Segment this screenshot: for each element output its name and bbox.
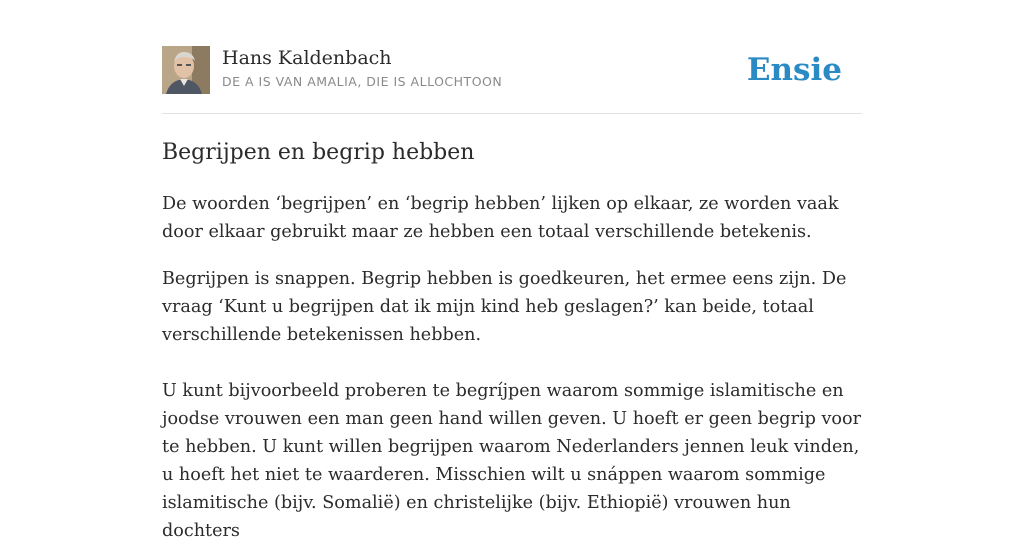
author-header <box>162 46 862 96</box>
author-subtitle: DE A IS VAN AMALIA, DIE IS ALLOCHTOON <box>222 74 503 89</box>
avatar[interactable] <box>162 46 210 94</box>
article-paragraph: De woorden ‘begrijpen’ en ‘begrip hebben’ lijken op elkaar, ze worden vaak door elkaar gebruikt maar ze hebben een totaal verschillende betekenis. <box>162 194 839 242</box>
article-title: Begrijpen en begrip hebben <box>162 140 475 165</box>
article-paragraph: U kunt bijvoorbeeld proberen te begríjpen waarom sommige islamitische en joodse vrouwen een man geen hand willen geven. U hoeft er geen begrip voor te hebben. U kunt willen begrijpen waarom Nederlanders jennen leuk vinden, u hoeft het niet te waarderen. Misschien wilt u snáppen waarom sommige islamitische (bijv. Somalië) en christelijke (bijv. Ethiopië) vrouwen hun dochters <box>162 381 861 541</box>
ensie-logo-link[interactable]: Ensie <box>746 52 842 88</box>
author-name[interactable]: Hans Kaldenbach <box>222 47 392 69</box>
header-divider <box>162 113 862 114</box>
article-paragraph: Begrijpen is snappen. Begrip hebben is goedkeuren, het ermee eens zijn. De vraag ‘Kunt u begrijpen dat ik mijn kind heb geslagen?’ kan beide, totaal verschillende betekenissen hebben. <box>162 269 847 345</box>
author-photo-icon <box>162 46 210 94</box>
